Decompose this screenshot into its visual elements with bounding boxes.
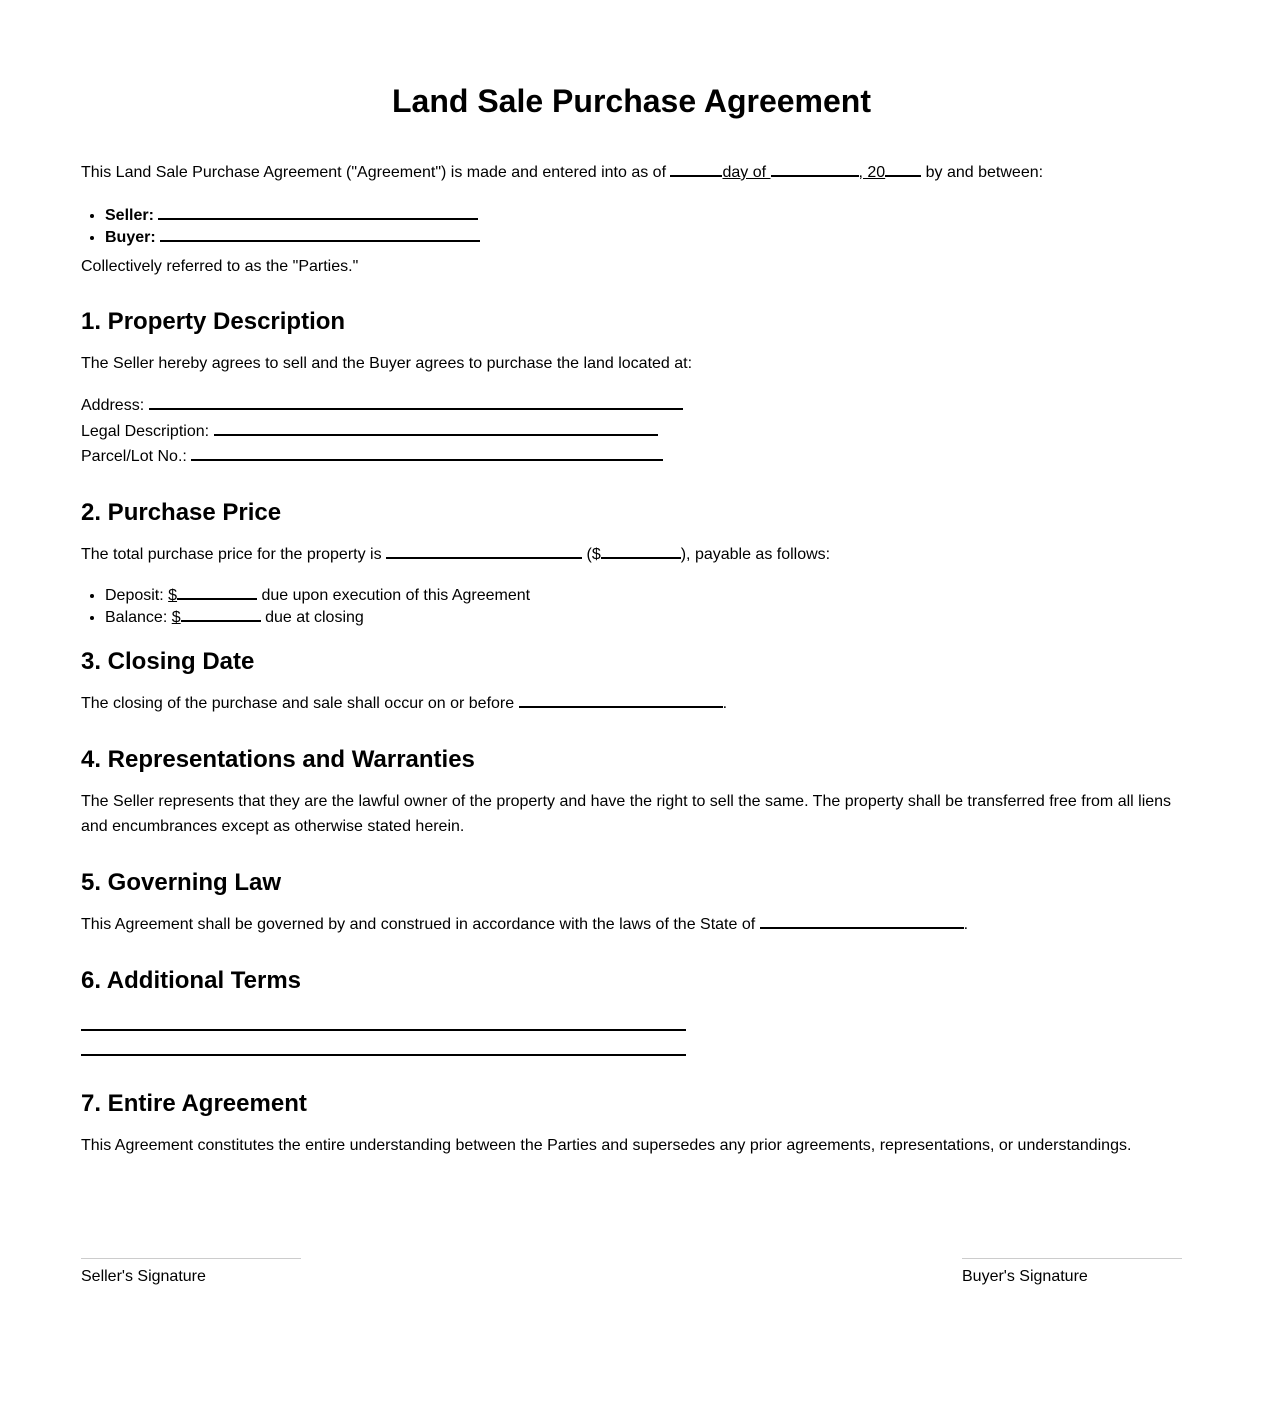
intro-text: This Land Sale Purchase Agreement ("Agreement") is made and entered into as of [81,164,671,181]
parcel-lot-field[interactable] [191,444,663,461]
parties-list [81,203,480,247]
legal-description-field[interactable] [214,419,658,436]
intro-paragraph [81,160,1043,185]
additional-terms-line-2[interactable] [81,1054,686,1056]
purchase-price-text: The total purchase price for the property is ($ ), payable as follows: [81,542,830,567]
buyer-name-field[interactable] [160,225,480,242]
year-prefix: , 20 [858,164,886,181]
section-2-heading: 2. Purchase Price [81,499,282,526]
address-field[interactable] [149,393,683,410]
price-amount-field[interactable] [601,542,681,559]
address-row: Address: [81,393,683,419]
governing-law-text: This Agreement shall be governed by and construed in accordance with the laws of the State of . [81,912,968,937]
section-7-heading: 7. Entire Agreement [81,1090,307,1117]
buyer-signature-label: Buyer's Signature [962,1268,1088,1285]
day-blank[interactable] [670,160,722,177]
balance-item: • Balance: $ due at closing [105,605,530,627]
parcel-lot-row: Parcel/Lot No.: [81,444,683,470]
party-seller: • Seller: [105,203,480,225]
seller-signature-line[interactable] [81,1258,301,1259]
year-blank[interactable] [885,160,921,177]
section-1-heading: 1. Property Description [81,308,346,335]
property-fields [81,393,683,470]
section-7-text: This Agreement constitutes the entire understanding between the Parties and supersedes any prior agreements, representations, or understandings. [81,1137,1132,1154]
deposit-item: • Deposit: $ due upon execution of this Agreement [105,583,530,605]
seller-signature-label: Seller's Signature [81,1268,206,1285]
closing-date-text: The closing of the purchase and sale shall occur on or before . [81,691,727,716]
seller-name-field[interactable] [158,203,478,220]
collective-text: Collectively referred to as the "Parties." [81,258,359,275]
buyer-signature-line[interactable] [962,1258,1182,1259]
price-words-field[interactable] [386,542,582,559]
day-of-text: day of [722,164,771,181]
section-3-heading: 3. Closing Date [81,648,255,675]
payment-list [81,583,530,627]
document-title: Land Sale Purchase Agreement [392,83,871,119]
intro-after-text: by and between: [921,164,1044,181]
party-buyer: • Buyer: [105,225,480,247]
legal-description-row: Legal Description: [81,419,683,445]
section-4-text: The Seller represents that they are the lawful owner of the property and have the right to sell the same. The property shall be transferred free from all liens and encumbrances except as otherwise stated herein. [81,793,1172,835]
month-blank[interactable] [771,160,859,177]
section-5-heading: 5. Governing Law [81,869,282,896]
closing-date-field[interactable] [519,691,723,708]
section-4-heading: 4. Representations and Warranties [81,746,475,773]
section-6-heading: 6. Additional Terms [81,967,302,994]
state-field[interactable] [760,912,964,929]
seller-signature-block [81,1258,301,1287]
section-1-text: The Seller hereby agrees to sell and the Buyer agrees to purchase the land located at: [81,355,693,372]
balance-amount-field[interactable] [181,605,261,622]
buyer-signature-block [962,1258,1182,1287]
deposit-amount-field[interactable] [177,583,257,600]
additional-terms-line-1[interactable] [81,1029,686,1031]
